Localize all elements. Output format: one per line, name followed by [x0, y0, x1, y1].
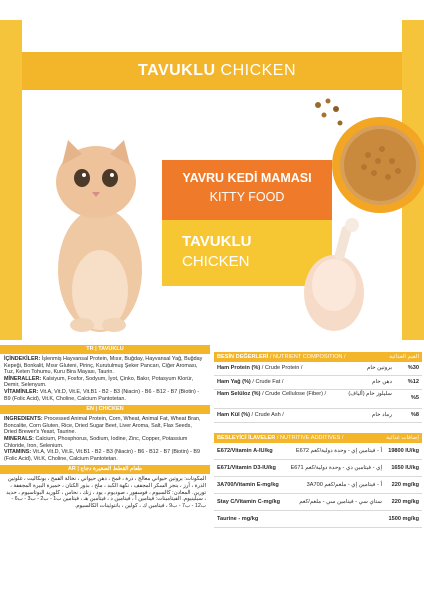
additive-value: 1500 mg/kg [388, 516, 419, 522]
minerals-en-text: Calcium, Phosphorus, Sodium, Iodine, Zinc, Copper, Potassium Chloride, Iron, Selenium. [4, 435, 188, 449]
nutrient-header-ar: القيم الغذائية [389, 354, 419, 360]
nutrient-value: %8 [410, 412, 419, 418]
additive-row [214, 443, 422, 460]
additive-label: 3A700/Vitamin E-mg/kg [217, 482, 279, 488]
additive-row [214, 494, 422, 511]
additive-row [214, 477, 422, 494]
chicken-drumstick-image [300, 215, 370, 335]
flavor-title-bold: TAVUKLU [138, 62, 216, 79]
additive-label-ar: 3A700 أ - فيتامين إي - ملغم/كغم [306, 482, 382, 488]
ingredients-tr-label: İÇİNDEKİLER: [4, 356, 41, 362]
additive-value: 19800 IU/kg [388, 448, 419, 454]
flavor-tr: TAVUKLU [182, 233, 252, 250]
ingredients-tr-text: İşlenmiş Hayvansal Protein, Mısır, Buğday, Hayvansal Yağ, Buğday Kepeği, Bonkalit, Mısır Gluteni, Pirinç, Kurutulmuş Şeker Pancarı, Ciğer Aroması, Tuz, Keten Tohumu, Kuru Bira Mayası, Taurin. [4, 356, 203, 376]
product-type-box [162, 160, 332, 220]
nutrient-composition-header [214, 352, 422, 362]
vitamins-tr-text: Vit.A, Vit.D, Vit.E, Vit.B1 - B2 - B3 (Niacin) - B6 - B12 - B7 (Biotin) - B9 (Folic Acid), Vit.K, Choline, Calcium Pantotetan. [4, 388, 200, 402]
additive-label-ar: E672 أ - فيتامين إي - وحدة دولية/كغم [295, 448, 382, 454]
flavor-title-light: CHICKEN [220, 62, 297, 79]
ingredients-en-header: EN | CHICKEN [0, 405, 210, 414]
additive-label: Taurine - mg/kg [217, 516, 259, 522]
additive-label: Stay C/Vitamin C-mg/kg [217, 499, 280, 505]
vitamins-en-label: VITAMINS: [4, 449, 32, 456]
additives-header-tr: BESLEYİCİ İLAVELER [217, 435, 276, 441]
additives-header-ar: إضافات غذائية [386, 435, 419, 441]
vitamins-en-text: Vit.A, Vit.D, Vit.E, Vit.B1 - B2 - B3 (Niacin) - B6 - B12 - B7 (Biotin) - B9 (Folic Acid), Vit.K, Choline, Calcium Pantotetan. [4, 449, 201, 462]
nutrition-panel [214, 352, 422, 600]
vitamins-tr-label: VİTAMİNLER: [4, 388, 39, 395]
ingredients-en-label: INGREDIENTS: [4, 416, 43, 423]
nutrient-value: %5 [410, 395, 419, 401]
nutrient-row [214, 390, 422, 409]
nutrient-name-ar: بروتين خام [366, 365, 392, 371]
nutrient-name-ar: سليلوز خام (ألياف) [348, 391, 392, 397]
flavor-en: CHICKEN [182, 253, 250, 270]
additives-header-en: / NUTRITIVE ADDITIVES / [275, 435, 344, 441]
ingredients-en-text: Processed Animal Protein, Corn, Wheat, Animal Fat, Wheat Bran, Boncalite, Corn Gluten, Rice, Dried Sugar Beet, Liver Aroma, Salt, Flax Seeds, Dried Brewer's Yeast, Taurine. [4, 416, 201, 436]
nutrient-name-ar: رماد خام [371, 412, 392, 418]
product-type-en: KITTY FOOD [209, 190, 285, 204]
nutrient-name-ar: دهن خام [372, 379, 392, 385]
ingredients-ar-block [0, 474, 210, 512]
ingredients-ar-text: المكونات: بروتين حيواني معالج ، ذرة ، قمح ، دهن حيواني ، نخالة القمح ، بونكاليت ، غلوتين الذرة ، أرز ، بنجر السكر المجفف ، نكهة الكبد ، ملح ، بذور الكتان ، خميرة البيرة المجففة ، تورين. المعادن: كالسيوم ، فوسفور ، صوديوم ، يود ، زنك ، نحاس ، كلوريد البوتاسيوم ، حديد ، سيلينيوم. الفيتامينات: فيتامين أ ، فيتامين د ، فيتامين هـ ، فيتامين ب1 - ب2 - ب3 - ب6 - ب12 - ب7 - ب9 ، فيتامين ك ، كولين ، بانتوثينات الكالسيوم. [6, 476, 206, 509]
additive-row [214, 460, 422, 477]
left-accent-bar [0, 20, 22, 340]
nutrient-name-tr: Ham Protein (%) [217, 365, 261, 371]
nutrient-name-en: / Crude Cellulose (Fiber) / [260, 391, 327, 397]
additive-row [214, 511, 422, 528]
nutrient-name-tr: Ham Yağ (%) [217, 379, 251, 385]
spacer [214, 423, 422, 433]
flavor-title [138, 62, 296, 80]
ingredients-tr-block [0, 354, 210, 405]
minerals-en-label: MINERALS: [4, 435, 34, 442]
nutritive-additives-header [214, 433, 422, 443]
nutrient-row [214, 362, 422, 376]
additive-label-ar: E671 إي - فيتامين دي - وحدة دولية/كغم [290, 465, 382, 471]
ingredients-en-block [0, 414, 210, 465]
additive-value: 220 mg/kg [391, 482, 419, 488]
nutrient-name-en: / Crude Ash / [249, 412, 284, 418]
nutrient-name-en: / Crude Protein / [260, 365, 303, 371]
additive-value: 220 mg/kg [391, 499, 419, 505]
nutrient-name-tr: Ham Selüloz (%) [217, 391, 261, 397]
ingredients-tr-header: TR | TAVUKLU [0, 345, 210, 354]
title-band [22, 52, 402, 90]
minerals-tr-label: MİNERALLER: [4, 375, 42, 382]
additive-label: E672/Vitamin A-IU/kg [217, 448, 273, 454]
nutrient-value: %12 [407, 379, 419, 385]
additive-label: E671/Vitamin D3-IU/kg [217, 465, 276, 471]
product-type-tr: YAVRU KEDİ MAMASI [182, 171, 312, 185]
nutrient-value: %30 [407, 365, 419, 371]
ingredients-panel [0, 345, 210, 600]
additive-label-ar: ستاي سي - فيتامين سي - ملغم/كغم [299, 499, 382, 505]
kitten-image [40, 120, 152, 336]
nutrient-name-en: / Crude Fat / [250, 379, 284, 385]
minerals-tr-text: Kalsiyum, Fosfor, Sodyum, İyot, Çinko, Bakır, Potasyum Klorür, Demir, Selenyum. [4, 375, 194, 389]
ingredients-ar-header: AR | طعام القطط الصغيرة دجاج [0, 465, 210, 474]
nutrient-header-en: / NUTRIENT COMPOSITION / [268, 354, 346, 360]
nutrient-row [214, 376, 422, 390]
additive-value: 1650 IU/kg [391, 465, 419, 471]
nutrient-row [214, 409, 422, 423]
nutrient-header-tr: BESİN DEĞERLERİ [217, 354, 269, 360]
food-bowl-image [330, 115, 424, 215]
nutrient-name-tr: Ham Kül (%) [217, 412, 250, 418]
